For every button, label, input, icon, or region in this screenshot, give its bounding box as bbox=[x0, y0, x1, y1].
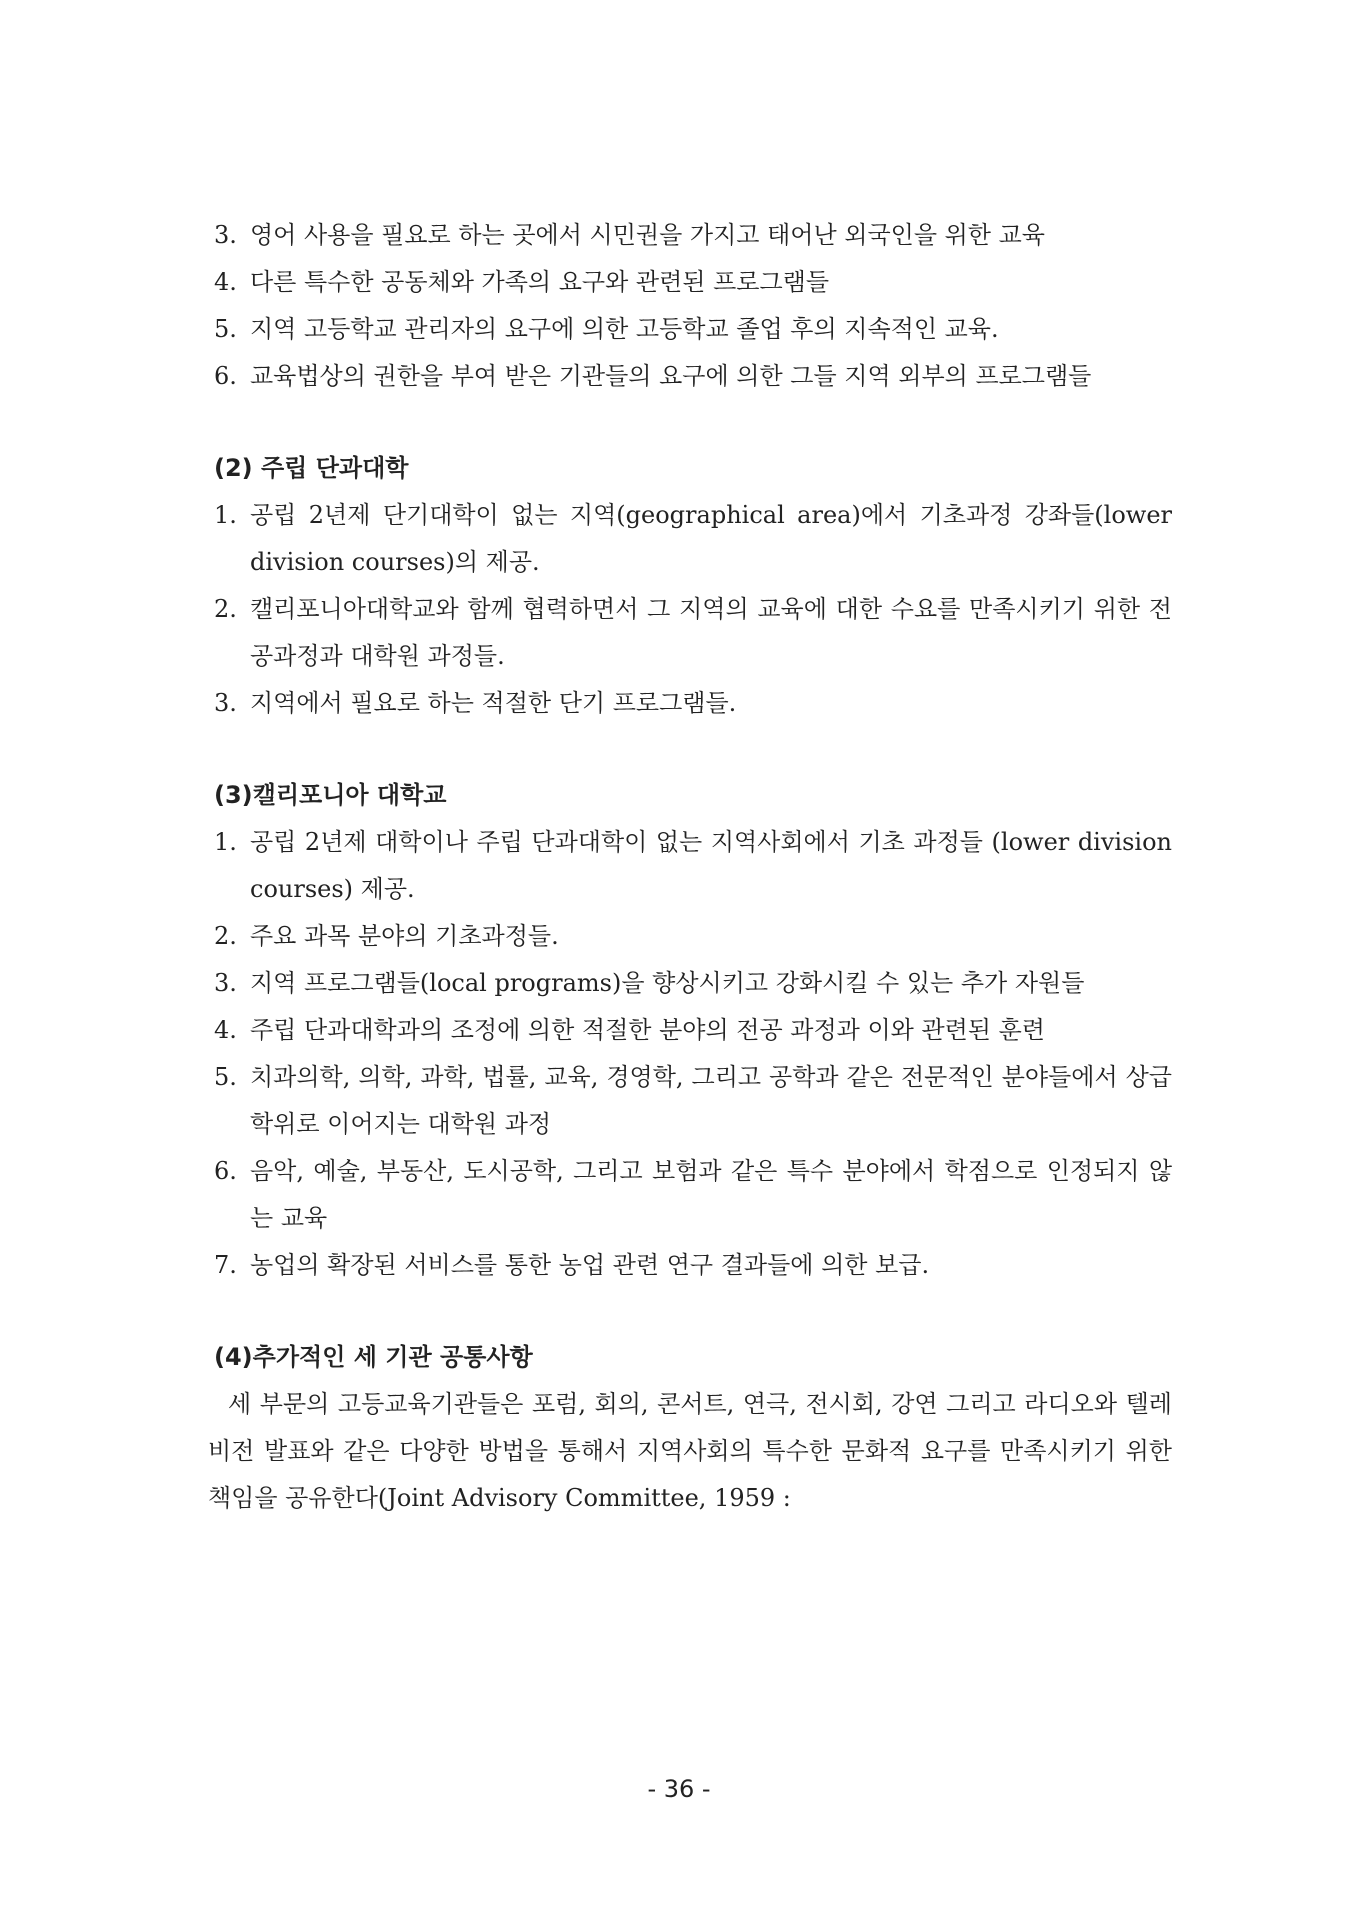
item-number: 5. bbox=[214, 1063, 237, 1091]
section-heading: (4)추가적인 세 기관 공통사항 bbox=[214, 1343, 533, 1371]
item-number: 2. bbox=[214, 595, 237, 623]
section-heading: (3)캘리포니아 대학교 bbox=[214, 781, 447, 809]
item-text: 지역 고등학교 관리자의 요구에 의한 고등학교 졸업 후의 지속적인 교육. bbox=[250, 315, 999, 343]
list-item bbox=[214, 1148, 1172, 1242]
list-item bbox=[214, 212, 1172, 259]
list-item bbox=[214, 1054, 1172, 1148]
list-item bbox=[214, 586, 1172, 680]
page-number: - 36 - bbox=[647, 1775, 711, 1803]
university-list bbox=[214, 819, 1172, 1289]
item-number: 5. bbox=[214, 315, 237, 343]
item-number: 4. bbox=[214, 268, 237, 296]
item-text: 치과의학, 의학, 과학, 법률, 교육, 경영학, 그리고 공학과 같은 전문적인 분야들에서 상급 학위로 이어지는 대학원 과정 bbox=[250, 1063, 1172, 1138]
item-number: 4. bbox=[214, 1016, 237, 1044]
item-text: 지역에서 필요로 하는 적절한 단기 프로그램들. bbox=[250, 689, 737, 717]
item-number: 3. bbox=[214, 221, 237, 249]
item-text: 음악, 예술, 부동산, 도시공학, 그리고 보험과 같은 특수 분야에서 학점으로 인정되지 않는 교육 bbox=[250, 1157, 1172, 1232]
item-text: 주요 과목 분야의 기초과정들. bbox=[250, 922, 559, 950]
item-text: 공립 2년제 대학이나 주립 단과대학이 없는 지역사회에서 기초 과정들 (lower division courses) 제공. bbox=[250, 828, 1172, 903]
item-text: 지역 프로그램들(local programs)을 향상시키고 강화시킬 수 있는 추가 자원들 bbox=[250, 969, 1085, 997]
item-text: 영어 사용을 필요로 하는 곳에서 시민권을 가지고 태어난 외국인을 위한 교육 bbox=[250, 221, 1045, 249]
item-number: 6. bbox=[214, 362, 237, 390]
section-university bbox=[214, 772, 1172, 1289]
item-text: 캘리포니아대학교와 함께 협력하면서 그 지역의 교육에 대한 수요를 만족시키기 위한 전공과정과 대학원 과정들. bbox=[250, 595, 1172, 670]
list-item bbox=[214, 353, 1172, 400]
list-item bbox=[214, 259, 1172, 306]
item-number: 3. bbox=[214, 969, 237, 997]
list-item bbox=[214, 960, 1172, 1007]
item-text: 주립 단과대학과의 조정에 의한 적절한 분야의 전공 과정과 이와 관련된 훈련 bbox=[250, 1016, 1045, 1044]
intro-list bbox=[214, 212, 1172, 400]
item-number: 1. bbox=[214, 828, 237, 856]
item-text: 다른 특수한 공동체와 가족의 요구와 관련된 프로그램들 bbox=[250, 268, 830, 296]
list-item bbox=[214, 1007, 1172, 1054]
item-number: 7. bbox=[214, 1251, 237, 1279]
item-text: 농업의 확장된 서비스를 통한 농업 관련 연구 결과들에 의한 보급. bbox=[250, 1251, 930, 1279]
item-text: 교육법상의 권한을 부여 받은 기관들의 요구에 의한 그들 지역 외부의 프로그램들 bbox=[250, 362, 1092, 390]
item-number: 1. bbox=[214, 501, 237, 529]
state-colleges-list bbox=[214, 492, 1172, 727]
body-paragraph: 세 부문의 고등교육기관들은 포럼, 회의, 콘서트, 연극, 전시회, 강연 그리고 라디오와 텔레비전 발표와 같은 다양한 방법을 통해서 지역사회의 특수한 문화적 요구를 만족시키기 위한 책임을 공유한다(Joint Advisory Committee, 1959 : bbox=[208, 1390, 1172, 1512]
section-heading: (2) 주립 단과대학 bbox=[214, 454, 409, 482]
page-content bbox=[208, 212, 1172, 1522]
item-number: 6. bbox=[214, 1157, 237, 1185]
list-item bbox=[214, 492, 1172, 586]
section-state-colleges bbox=[214, 445, 1172, 727]
item-number: 3. bbox=[214, 689, 237, 717]
item-number: 2. bbox=[214, 922, 237, 950]
section-common bbox=[208, 1334, 1172, 1522]
list-item bbox=[214, 680, 1172, 727]
list-item bbox=[214, 913, 1172, 960]
list-item bbox=[214, 306, 1172, 353]
item-text: 공립 2년제 단기대학이 없는 지역(geographical area)에서 기초과정 강좌들(lower division courses)의 제공. bbox=[250, 501, 1172, 576]
list-item bbox=[214, 819, 1172, 913]
list-item bbox=[214, 1242, 1172, 1289]
